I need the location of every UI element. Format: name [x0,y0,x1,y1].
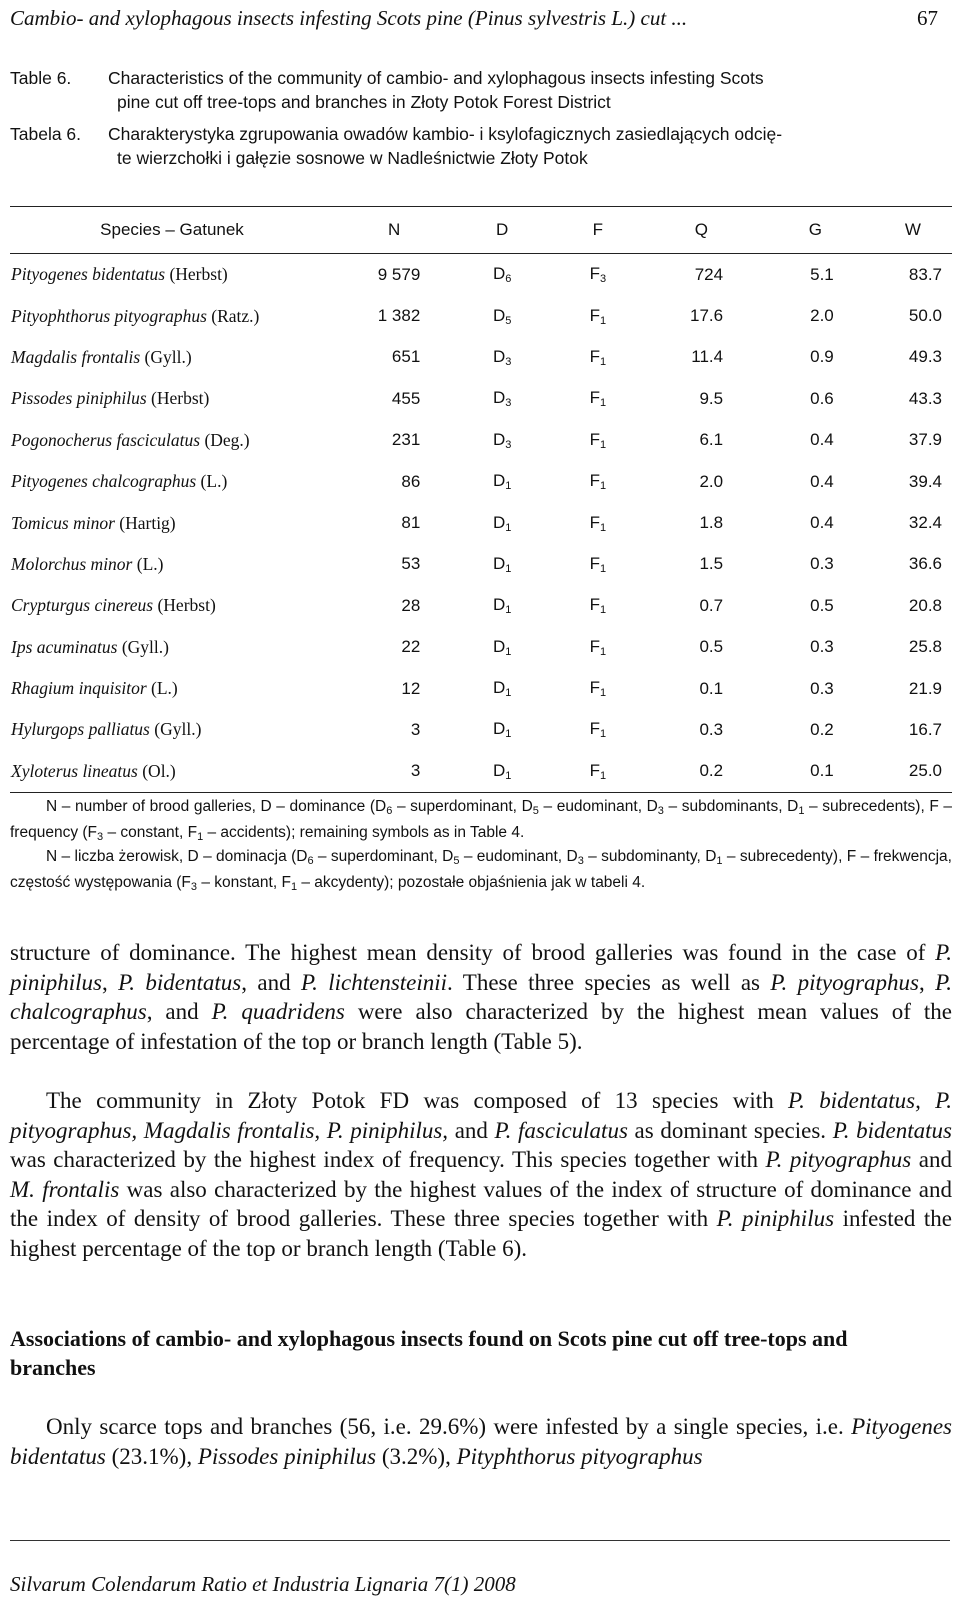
cell-q: 6.1 [699,430,724,450]
table-row [10,709,952,750]
species-name: Pissodes piniphilus (Herbst) [11,388,210,409]
cell-w: 39.4 [908,471,942,491]
cell-q: 9.5 [699,388,724,408]
table-row [10,378,952,419]
species-name: Pityogenes chalcographus (L.) [11,471,228,492]
journal-footer: Silvarum Colendarum Ratio et Industria Lignaria 7(1) 2008 [10,1572,516,1596]
col-f: F [550,207,646,254]
cell-d: $D_6$ [492,264,512,286]
cell-g: 0.4 [810,513,834,533]
cell-g: 0.2 [810,719,834,739]
cell-f: $F_1$ [589,636,607,658]
cell-n: 12 [401,678,421,698]
col-species: Species – Gatunek [10,207,334,254]
cell-g: 0.3 [810,554,834,574]
cell-f: $F_3$ [589,264,607,286]
cell-w: 83.7 [908,264,942,284]
col-g: G [757,207,874,254]
table-row [10,627,952,668]
cell-g: 0.4 [810,430,834,450]
col-w: W [874,207,952,254]
table-row [10,337,952,378]
cell-n: 28 [401,595,421,615]
cell-g: 0.3 [810,678,834,698]
table-row [10,751,952,793]
cell-w: 20.8 [908,595,942,615]
cell-n: 53 [401,554,421,574]
species-name: Xyloterus lineatus (Ol.) [10,751,334,793]
cell-d: $D_1$ [492,471,512,493]
cell-n: 9 579 [377,264,421,284]
cell-q: 11.4 [691,347,724,367]
cell-w: 37.9 [908,430,942,450]
cell-d: $D_3$ [492,346,512,368]
cell-w: 49.3 [908,347,942,367]
cell-g: 0.5 [810,595,834,615]
cell-d: $D_5$ [492,305,512,327]
cell-q: 0.7 [699,595,724,615]
cell-d: $D_1$ [454,751,550,793]
cell-q: 724 [694,264,724,284]
caption-line: Charakterystyka zgrupowania owadów kambio- i ksylofagicznych zasiedlających odcię- [108,124,783,144]
col-q: Q [646,207,757,254]
cell-g: 0.3 [810,637,834,657]
cell-f: $F_1$ [589,678,607,700]
cell-g: 0.6 [810,388,834,408]
species-name: Molorchus minor (L.) [11,553,164,574]
cell-d: $D_1$ [492,595,512,617]
cell-f: $F_1$ [589,595,607,617]
cell-q: 0.1 [699,678,724,698]
cell-q: 2.0 [699,471,724,491]
cell-w: 25.0 [874,751,952,793]
page-number: 67 [917,6,938,30]
cell-f: $F_1$ [589,719,607,741]
running-title: Cambio- and xylophagous insects infesting Scots pine (Pinus sylvestris L.) cut ... [10,6,688,30]
cell-q: 1.8 [699,513,724,533]
cell-f: $F_1$ [589,429,607,451]
cell-f: $F_1$ [589,471,607,493]
cell-f: $F_1$ [589,512,607,534]
table-row [10,420,952,461]
cell-q: 17.6 [689,306,724,326]
cell-n: 231 [391,430,421,450]
caption-lead: Tabela 6. [10,124,82,144]
cell-n: 3 [410,719,421,739]
col-n: N [334,207,454,254]
cell-q: 0.5 [699,637,724,657]
cell-g: 2.0 [810,306,834,326]
cell-w: 32.4 [908,513,942,533]
table-row [10,254,952,296]
table-footnote-en: N – number of brood galleries, D – dominance ($D_6$ – superdominant, $D_5$ – eudominant, $D_3$ – subdominants, $D_1$ – subrecedents), F – frequency ($F_3$ – constant, $F_1$ – accidents); remaining symbols as in Table 4. [10,798,953,843]
running-header [10,6,950,32]
cell-g: 0.9 [810,347,834,367]
species-name: Pityophthorus pityographus (Ratz.) [11,305,260,326]
species-name: Pityogenes bidentatus (Herbst) [11,264,228,285]
section-heading: Associations of cambio- and xylophagous insects found on Scots pine cut off tree-tops and branches [10,1326,848,1380]
cell-q: 0.3 [699,719,724,739]
cell-n: 1 382 [377,306,421,326]
body-paragraph: The community in Złoty Potok FD was composed of 13 species with P. bidentatus, P. pityographus, Magdalis frontalis, P. piniphilus, and P. fasciculatus as dominant species. P. bidentatus was characterized by the highest index of frequency. This species together with P. pityographus and M. frontalis was also characterized by the highest values of the index of structure of dominance and the index of density of brood galleries. These three species together with P. piniphilus infested the highest percentage of the top or branch length (Table 6). [10,1088,952,1261]
caption-line: pine cut off tree-tops and branches in Złoty Potok Forest District [117,92,611,112]
table-row [10,668,952,709]
table-row [10,295,952,336]
body-paragraph: structure of dominance. The highest mean density of brood galleries was found in the case of P. piniphilus, P. bidentatus, and P. lichtensteinii. These three species as well as P. pityographus, P. chalcographus, and P. quadridens were also characterized by the highest mean values of the percentage of infestation of the top or branch length (Table 5). [10,940,953,1054]
species-name: Hylurgops palliatus (Gyll.) [11,719,202,740]
table-row [10,585,952,626]
species-name: Pogonocherus fasciculatus (Deg.) [11,429,250,450]
cell-f: $F_1$ [550,751,646,793]
cell-f: $F_1$ [589,553,607,575]
cell-d: $D_3$ [492,388,512,410]
table-header-row [10,207,952,254]
cell-w: 50.0 [908,306,942,326]
col-d: D [454,207,550,254]
body-paragraph: Only scarce tops and branches (56, i.e. 29.6%) were infested by a single species, i.e. Pityogenes bidentatus (23.1%), Pissodes piniphilus (3.2%), Pityphthorus pityographus [10,1414,952,1469]
caption-lead: Table 6. [10,68,72,88]
species-name: Ips acuminatus (Gyll.) [11,636,169,657]
table-row [10,461,952,502]
cell-q: 0.2 [646,751,757,793]
table-row [10,502,952,543]
cell-n: 3 [334,751,454,793]
cell-w: 43.3 [908,388,942,408]
cell-n: 651 [391,347,421,367]
cell-d: $D_1$ [492,636,512,658]
cell-n: 22 [401,637,421,657]
cell-d: $D_1$ [492,553,512,575]
table-row [10,544,952,585]
cell-n: 455 [391,388,421,408]
cell-f: $F_1$ [589,346,607,368]
cell-d: $D_1$ [492,512,512,534]
table-caption-pl [10,122,950,170]
cell-d: $D_1$ [492,719,512,741]
species-name: Tomicus minor (Hartig) [11,512,176,533]
footer-rule [10,1540,950,1541]
cell-q: 1.5 [699,554,724,574]
cell-w: 16.7 [908,719,942,739]
cell-f: $F_1$ [589,388,607,410]
table-caption-en [10,66,950,114]
species-table [10,206,952,793]
cell-w: 21.9 [908,678,942,698]
cell-n: 86 [401,471,421,491]
species-name: Magdalis frontalis (Gyll.) [11,346,192,367]
cell-g: 0.1 [757,751,874,793]
table-footnote-pl: N – liczba żerowisk, D – dominacja ($D_6$ – superdominant, $D_5$ – eudominant, $D_3$ – subdominanty, $D_1$ – subrecedenty), F – frekwencja, częstość występowania ($F_3$ – konstant, $F_1$ – akcydenty); pozostałe objaśnienia jak w tabeli 4. [10,848,952,893]
cell-f: $F_1$ [589,305,607,327]
caption-line: Characteristics of the community of cambio- and xylophagous insects infesting Scots [108,68,764,88]
caption-line: te wierzchołki i gałęzie sosnowe w Nadleśnictwie Złoty Potok [117,148,588,168]
cell-w: 36.6 [908,554,942,574]
cell-w: 25.8 [908,637,942,657]
cell-d: $D_3$ [492,429,512,451]
species-name: Crypturgus cinereus (Herbst) [11,595,216,616]
cell-g: 0.4 [810,471,834,491]
species-name: Rhagium inquisitor (L.) [11,678,178,699]
cell-n: 81 [401,513,421,533]
cell-d: $D_1$ [492,678,512,700]
cell-g: 5.1 [810,264,834,284]
